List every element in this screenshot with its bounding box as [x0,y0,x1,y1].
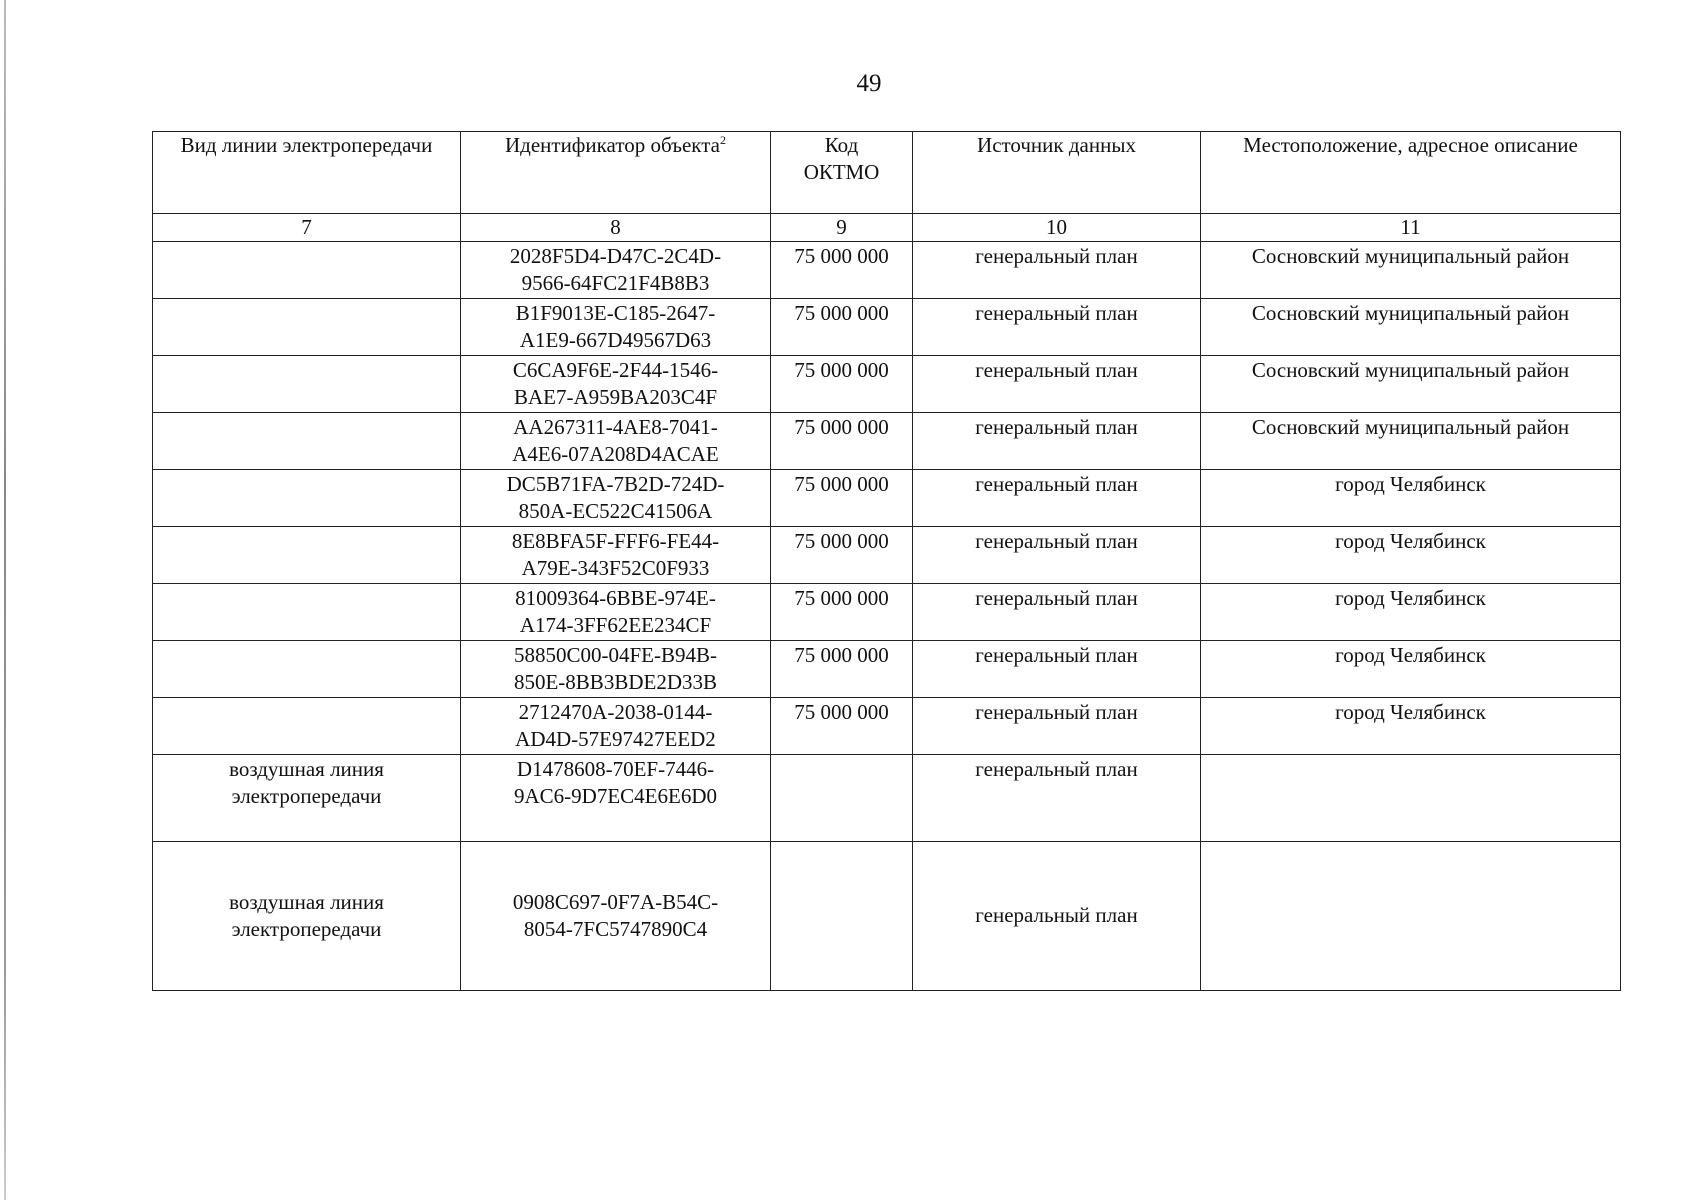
cell-data-source: генеральный план [913,698,1201,755]
page-number: 49 [856,70,882,97]
cell-line-type: воздушная линия электропередачи [153,755,461,842]
object-id-part2: BAE7-A959BA203C4F [513,385,718,409]
object-id-part1: D1478608-70EF-7446- [516,757,715,781]
power-lines-table [152,131,1621,991]
cell-object-id [461,755,771,842]
cell-data-source: генеральный план [913,413,1201,470]
cell-object-id [461,356,771,413]
cell-line-type [153,527,461,584]
scan-edge [4,0,6,1200]
cell-line-type: воздушная линия электропередачи [153,842,461,991]
header-location: Местоположение, адресное описание [1201,132,1621,214]
table-row [153,413,1621,470]
object-id-part2: AD4D-57E97427EED2 [515,727,716,751]
cell-oktmo: 75 000 000 [771,356,913,413]
cell-line-type [153,698,461,755]
table-row [153,299,1621,356]
header-row [153,132,1621,214]
table-row [153,641,1621,698]
cell-location: Сосновский муниципальный район [1201,242,1621,299]
column-number: 7 [153,214,461,242]
cell-oktmo: 75 000 000 [771,299,913,356]
column-number: 11 [1201,214,1621,242]
header-oktmo: Код ОКТМО [771,132,913,214]
object-id-part1: 58850C00-04FE-B94B- [513,643,717,667]
cell-line-type [153,470,461,527]
table-row [153,470,1621,527]
table-row [153,356,1621,413]
object-id-part1: 81009364-6BBE-974E- [515,586,716,610]
object-id-part2: 9566-64FC21F4B8B3 [521,271,710,295]
cell-object-id [461,698,771,755]
object-id-part2: 850E-8BB3BDE2D33B [513,670,717,694]
object-id-part2: 850A-EC522C41506A [518,499,713,523]
cell-object-id [461,470,771,527]
cell-data-source: генеральный план [913,527,1201,584]
cell-location: город Челябинск [1201,470,1621,527]
object-id-part1: 0908C697-0F7A-B54C- [512,890,719,914]
object-id-part1: B1F9013E-C185-2647- [515,301,716,325]
table-row [153,527,1621,584]
cell-oktmo: 75 000 000 [771,527,913,584]
cell-oktmo [771,755,913,842]
cell-line-type [153,242,461,299]
cell-object-id [461,584,771,641]
header-object-id-label: Идентификатор объекта [504,133,720,157]
object-id-part2: A79E-343F52C0F933 [521,556,710,580]
footnote-mark: 2 [720,133,726,147]
column-number: 9 [771,214,913,242]
cell-object-id [461,413,771,470]
cell-location: город Челябинск [1201,641,1621,698]
cell-line-type [153,356,461,413]
cell-location: город Челябинск [1201,584,1621,641]
cell-data-source: генеральный план [913,641,1201,698]
object-id-part1: C6CA9F6E-2F44-1546- [512,358,719,382]
table-row [153,584,1621,641]
cell-oktmo [771,842,913,991]
object-id-part1: 8E8BFA5F-FFF6-FE44- [511,529,720,553]
cell-oktmo: 75 000 000 [771,698,913,755]
cell-oktmo: 75 000 000 [771,470,913,527]
cell-object-id [461,641,771,698]
object-id-part1: 2712470A-2038-0144- [518,700,713,724]
table-row [153,842,1621,991]
cell-data-source: генеральный план [913,242,1201,299]
object-id-part1: AA267311-4AE8-7041- [513,415,718,439]
cell-oktmo: 75 000 000 [771,584,913,641]
cell-data-source: генеральный план [913,755,1201,842]
column-number: 8 [461,214,771,242]
cell-data-source: генеральный план [913,299,1201,356]
cell-data-source: генеральный план [913,356,1201,413]
header-object-id [461,132,771,214]
object-id-part2: A4E6-07A208D4ACAE [512,442,719,466]
cell-data-source: генеральный план [913,470,1201,527]
cell-location: Сосновский муниципальный район [1201,299,1621,356]
table-row [153,755,1621,842]
cell-location [1201,842,1621,991]
object-id-part2: 9AC6-9D7EC4E6E6D0 [514,784,717,808]
object-id-part2: A174-3FF62EE234CF [519,613,712,637]
table-row [153,242,1621,299]
header-data-source: Источник данных [913,132,1201,214]
object-id-part1: 2028F5D4-D47C-2C4D- [509,244,722,268]
cell-line-type [153,584,461,641]
cell-line-type [153,413,461,470]
object-id-part2: A1E9-667D49567D63 [519,328,712,352]
cell-oktmo: 75 000 000 [771,641,913,698]
header-line-type: Вид линии электропередачи [153,132,461,214]
column-number: 10 [913,214,1201,242]
cell-object-id [461,842,771,991]
cell-location: Сосновский муниципальный район [1201,356,1621,413]
column-number-row [153,214,1621,242]
cell-object-id [461,242,771,299]
cell-oktmo: 75 000 000 [771,413,913,470]
object-id-part2: 8054-7FC5747890C4 [523,917,708,941]
cell-line-type [153,299,461,356]
cell-object-id [461,299,771,356]
cell-line-type [153,641,461,698]
cell-location: город Челябинск [1201,527,1621,584]
cell-data-source: генеральный план [913,842,1201,991]
cell-oktmo: 75 000 000 [771,242,913,299]
cell-location: город Челябинск [1201,698,1621,755]
cell-data-source: генеральный план [913,584,1201,641]
cell-location [1201,755,1621,842]
table-row [153,698,1621,755]
cell-object-id [461,527,771,584]
cell-location: Сосновский муниципальный район [1201,413,1621,470]
object-id-part1: DC5B71FA-7B2D-724D- [506,472,725,496]
